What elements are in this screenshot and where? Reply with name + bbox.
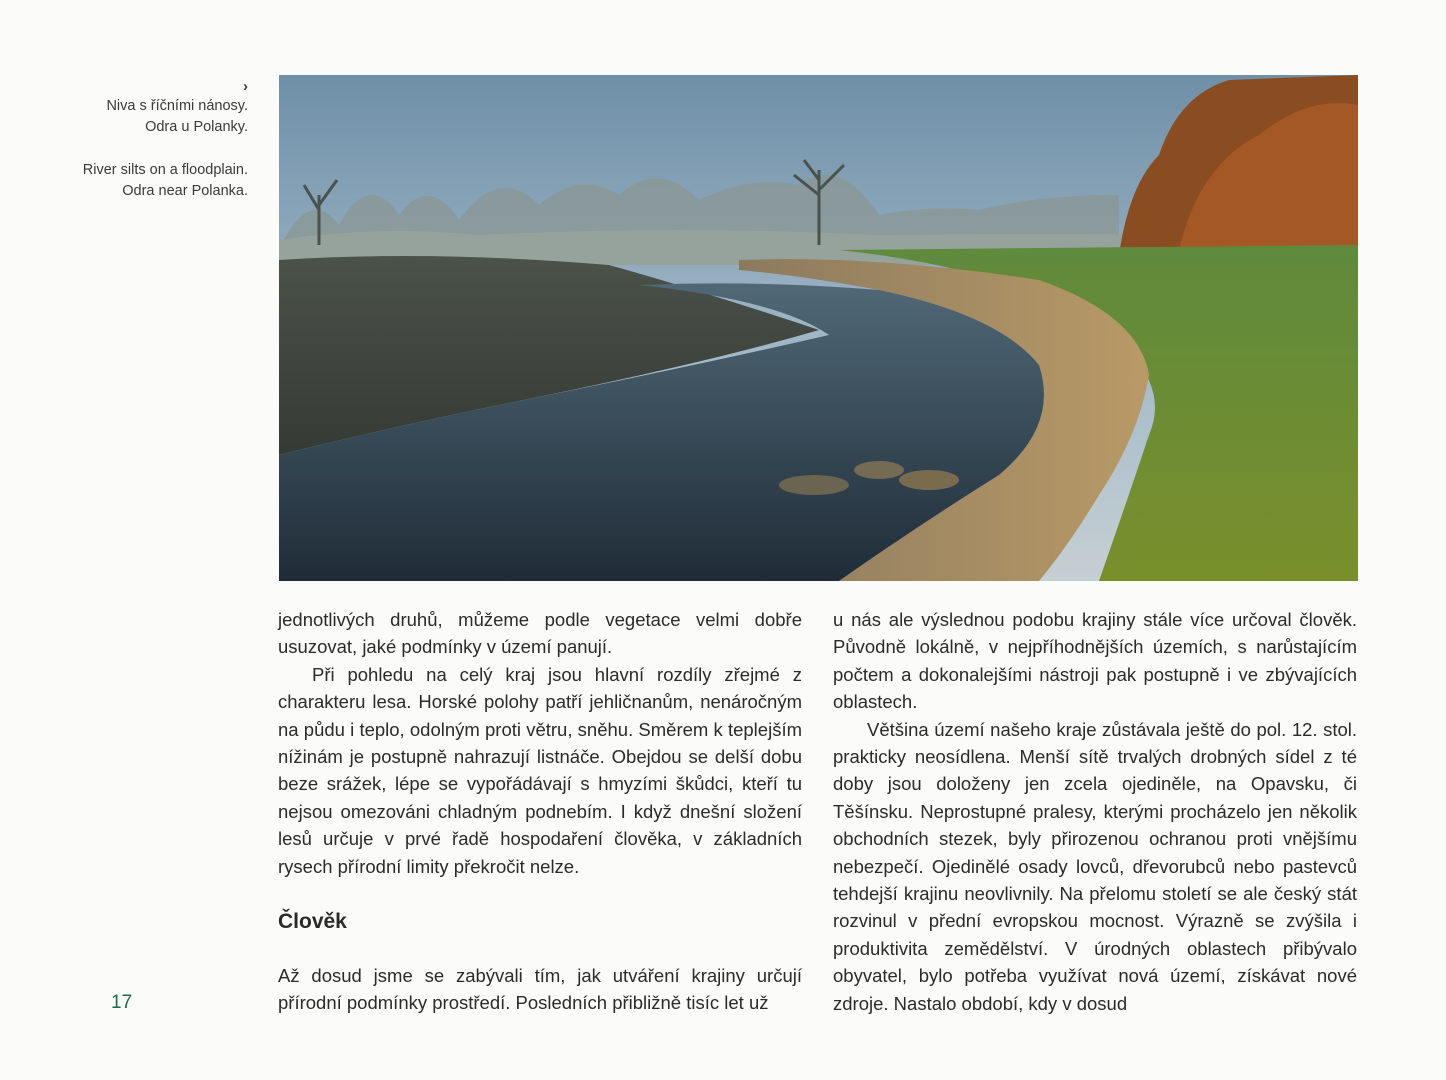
left-paragraph-3: Až dosud jsme se zabývali tím, jak utváření krajiny určují přírodní podmínky prostředí. Posledních přibližně tisíc let už	[278, 965, 802, 1014]
right-paragraph-2: Většina území našeho kraje zůstávala ještě do pol. 12. stol. prakticky neosídlena. Menší sítě trvalých drobných sídel z té doby jsou doloženy jen zcela ojediněle, na Opavsku, či Těšínsku. Neprostupné pralesy, kterými procházelo jen několik obchodních stezek, byly přirozenou ochranou proti vnějšímu nebezpečí. Ojedinělé osady lovců, dřevorubců nebo pastevců tehdejší krajinu neovlivnily. Na přelomu století se ale český stát rozvinul v přední evropskou mocnost. Výrazně se zvýšila i produktivita zemědělství. V úrodných oblastech přibývalo obyvatel, bylo potřeba využívat nová území, získávat nové zdroje. Nastalo období, kdy v dosud	[833, 718, 1357, 1014]
river-landscape-illustration	[279, 75, 1358, 581]
right-text-column	[833, 606, 1357, 1017]
left-paragraph-2: Při pohledu na celý kraj jsou hlavní rozdíly zřejmé z charakteru lesa. Horské polohy patří jehličnanům, nenáročným na půdu i teplo, odolným proti větru, sněhu. Směrem k teplejším nížinám je postupně nahrazují listnáče. Obejdou se delší dobu beze srážek, lépe se vypořádávají s hmyzími škůdci, kteří tu nejsou omezováni chladným podnebím. I když dnešní složení lesů určuje v prvé řadě hospodaření člověka, v základních rysech přírodní limity překročit nelze.	[278, 663, 802, 877]
caption-cz-line1: Niva s říčními nánosy.	[106, 98, 248, 114]
right-paragraph-1: u nás ale výslednou podobu krajiny stále více určoval člověk. Původně lokálně, v nejpříhodnějších územích, s narůstajícím počtem a dokonalejšími nástroji pak postupně i ve zbývajících oblastech.	[833, 609, 1357, 713]
caption-en-line1: River silts on a floodplain.	[82, 162, 248, 178]
river-photo	[279, 75, 1358, 581]
photo-caption	[28, 78, 248, 202]
caption-arrow-icon: ›	[243, 78, 248, 95]
left-text-column	[278, 606, 802, 1017]
caption-cz-line2: Odra u Polanky.	[145, 119, 248, 135]
page-number: 17	[111, 992, 133, 1013]
caption-en-line2: Odra near Polanka.	[122, 183, 248, 199]
left-paragraph-1: jednotlivých druhů, můžeme podle vegetace velmi dobře usuzovat, jaké podmínky v území panují.	[278, 609, 802, 658]
section-heading: Člověk	[278, 910, 347, 934]
